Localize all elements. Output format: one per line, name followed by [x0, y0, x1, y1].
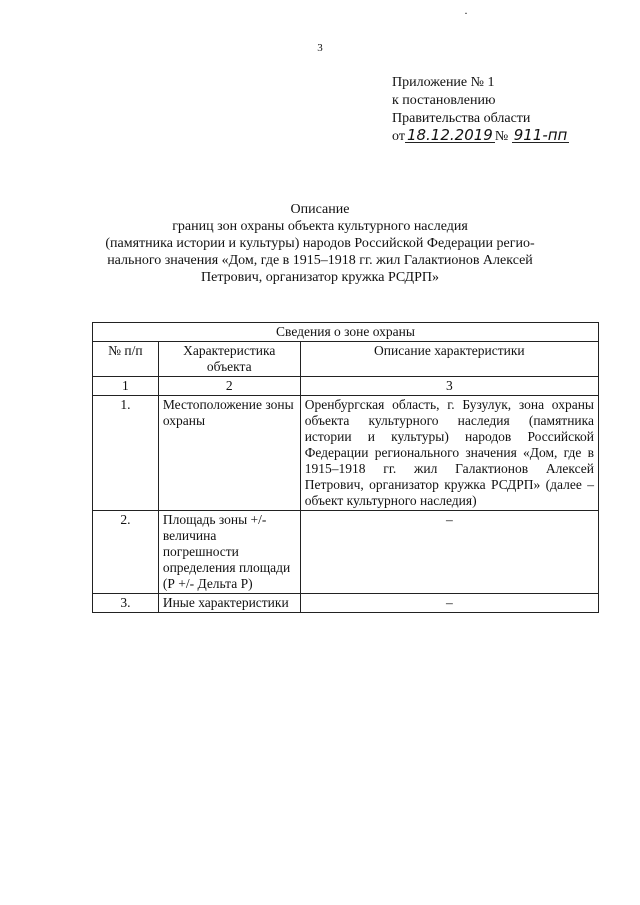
- table-caption: Сведения о зоне охраны: [93, 323, 599, 342]
- row-description: –: [300, 511, 598, 594]
- appendix-line-1: Приложение № 1: [392, 75, 495, 90]
- table-row: [93, 594, 599, 613]
- title-line-4: нального значения «Дом, где в 1915–1918 гг. жил Галактионов Алексей: [107, 253, 533, 268]
- page-number: 3: [317, 42, 323, 54]
- table-caption-row: [93, 323, 599, 342]
- number-prefix: №: [494, 129, 509, 144]
- header-num: № п/п: [93, 342, 159, 377]
- row-characteristic: Иные характеристики: [158, 594, 300, 613]
- title-line-2: границ зон охраны объекта культурного наследия: [172, 219, 468, 234]
- header-characteristic: Характеристика объекта: [158, 342, 300, 377]
- appendix-line-3: Правительства области: [392, 111, 531, 126]
- table-header-row: [93, 342, 599, 377]
- title-line-5: Петрович, организатор кружка РСДРП»: [201, 270, 439, 285]
- table-row: [93, 511, 599, 594]
- row-num: 1.: [93, 396, 159, 511]
- row-num: 3.: [93, 594, 159, 613]
- row-description: –: [300, 594, 598, 613]
- handwritten-number: 911-пп: [513, 126, 568, 144]
- row-num: 2.: [93, 511, 159, 594]
- appendix-header: [392, 74, 569, 146]
- appendix-date-line: [392, 128, 569, 146]
- document-title: [100, 201, 540, 286]
- row-description: Оренбургская область, г. Бузулук, зона охраны объекта культурного наследия (памятника истории и культуры) народов Российской Федерации регионального значения «Дом, где в 1915–1918 гг. жил Галактионов Алексей Петрович, организатор кружка РСДРП» (далее – объект культурного наследия): [300, 396, 598, 511]
- title-line-3: (памятника истории и культуры) народов Российской Федерации регио-: [105, 236, 535, 251]
- table-index-row: [93, 377, 599, 396]
- table-row: [93, 396, 599, 511]
- zone-info-table: [92, 322, 599, 613]
- title-line-1: Описание: [290, 202, 350, 217]
- row-characteristic: Местоположение зоны охраны: [158, 396, 300, 511]
- header-description: Описание характеристики: [300, 342, 598, 377]
- appendix-line-2: к постановлению: [392, 93, 496, 108]
- date-prefix: от: [392, 129, 405, 144]
- stray-mark: ·: [464, 6, 468, 20]
- index-cell: 2: [158, 377, 300, 396]
- row-characteristic: Площадь зоны +/- величина погрешности определения площади (Р +/- Дельта Р): [158, 511, 300, 594]
- handwritten-date: 18.12.2019: [406, 126, 493, 144]
- index-cell: 3: [300, 377, 598, 396]
- index-cell: 1: [93, 377, 159, 396]
